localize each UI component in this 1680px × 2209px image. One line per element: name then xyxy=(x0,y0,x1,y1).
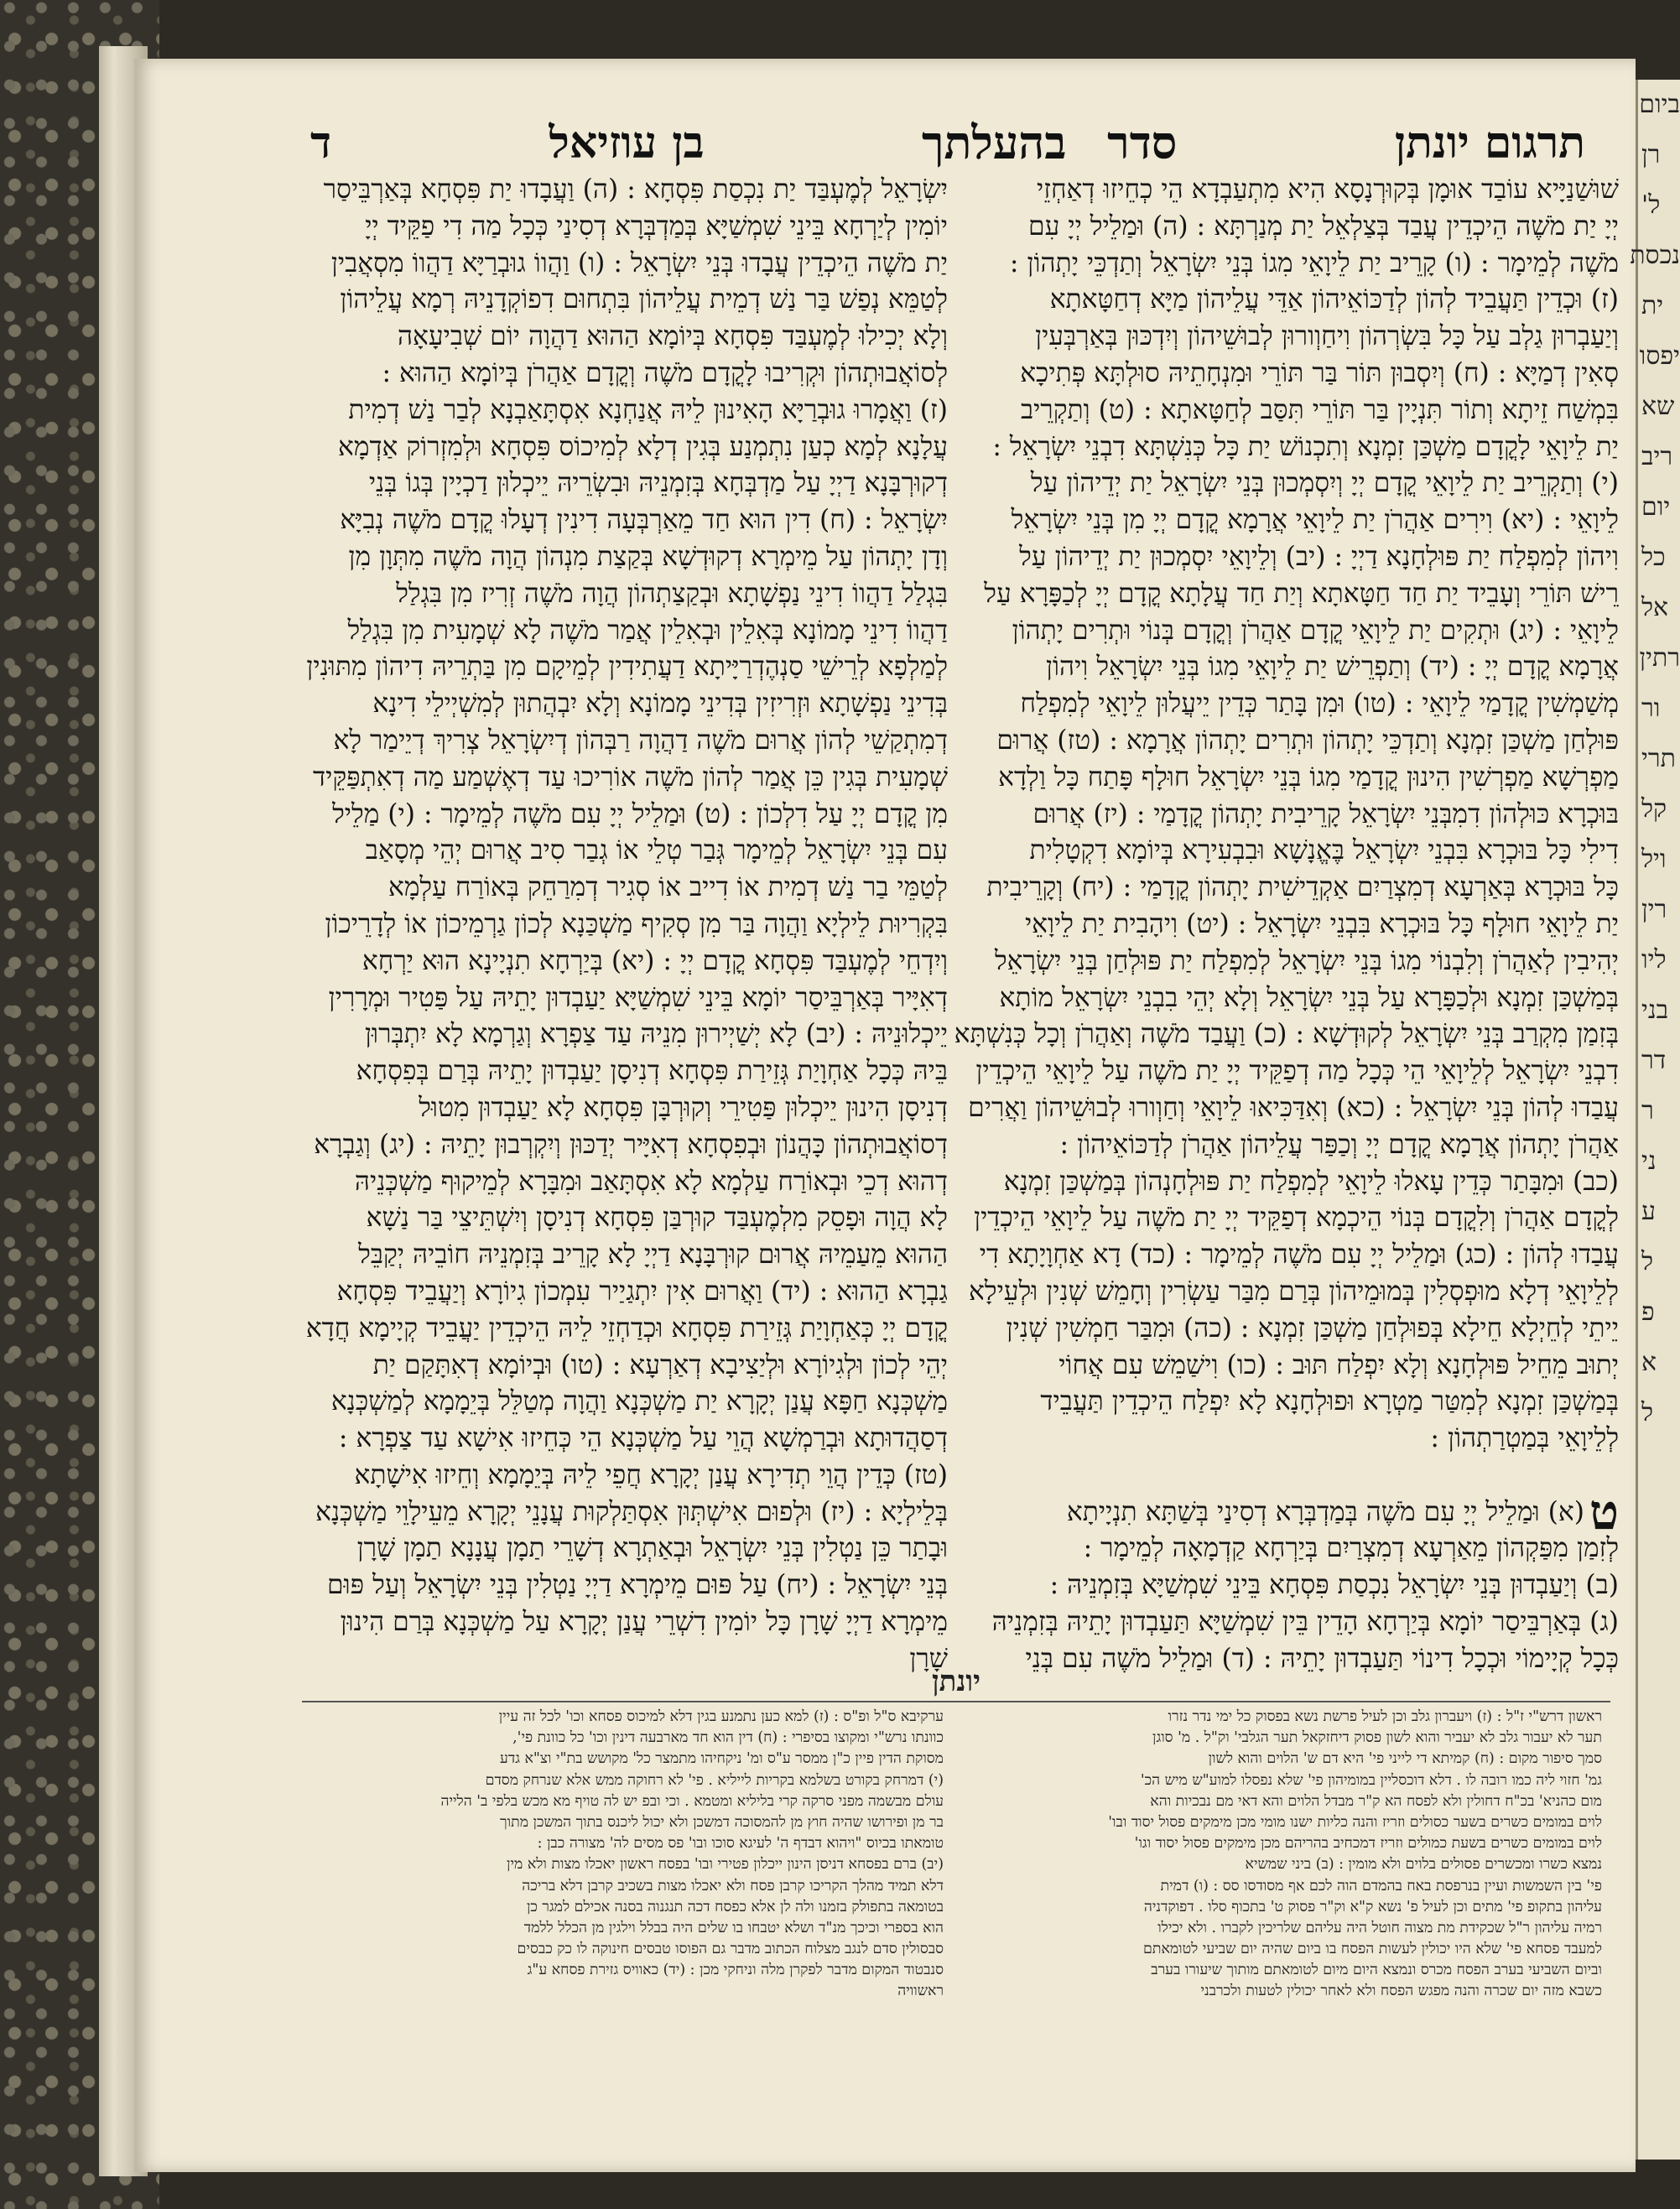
text-line: בְּנֵי יִשְׂרָאֵל : (יח) עַל פּוּם מֵימְרָא דַיְיָ נַטְלִין בְּנֵי יִשְׂרָאֵל וְעַל פּוּם xyxy=(327,1570,948,1601)
commentary-line: טומאתו בכיוס "ויהוא דבדף ה' לעיגא סוכו ובו' פס מסים לה' מצורה כבן : xyxy=(537,1835,944,1853)
page-letter: ד xyxy=(310,117,332,169)
text-line: יַת לֵיוָאֵי לָקֳדָם מַשְׁכַּן זִמְנָא וְתִכְנוֹשׁ יַת כָּל כְּנִשְׁתָּא דִבְנֵי יִשְׂרָאֵל : xyxy=(992,431,1619,462)
text-line: כָּל בּוּכְרָא בְּאַרְעָא דְמִצְרַיִם אַקְדֵישִׁית יָתְהוֹן קֳדָמַי : (יח) וְקָרֵיבִית xyxy=(986,872,1619,903)
text-line: (ז) וּכְדֵין תַּעֲבֵיד לְהוֹן לְדַכּוֹאֵיהוֹן אַדֵּי עֲלֵיהוֹן מַיָּא דְחַטָּאתָא xyxy=(1049,284,1619,315)
verse-text: (א) וּמַלֵיל יְיָ עִם מֹשֶׁה בְּמַדְבְּרָא דְסִינַי בְּשַׁתָּא תִנְיָיתָא xyxy=(1066,1496,1584,1527)
commentary-line: סבסולין סדם לנגב מצלוח הכתוב מדבר גם הפוסו טבסים חינוקה לו כק כבסים xyxy=(517,1941,944,1958)
text-line: סְאִין דְמַיָּא : (ח) וְיִסְבוּן תּוֹר בַּר תּוֹרֵי וּמִנְחָתֵיהּ סוּלְתָּא פְּתִיכָא xyxy=(1020,357,1619,388)
text-line: לְטַמֵּי בַר נַשׁ דְמִית אוֹ דִייב אוֹ סְגִיר דְמִרַחֵק בְּאוֹרַח עַלְמָא xyxy=(387,872,948,903)
commentary-line: בר מן ופירושו שהיה חוץ מן להמסוכה דמשכן ולא יכול ליכנס בתוך המשכן מתוך xyxy=(500,1813,944,1831)
text-line: לְטַמֵּא נְפַשׁ בַּר נַשׁ דְמֵית עֲלֵיהוֹן בִּתְחוּם דִפוֹקְדָנֵיהּ רְמָא עֲלֵיהוֹן xyxy=(340,284,948,315)
text-line: לְמַלְפָא לְרֵישֵׁי סַנְהֶדְרַיָּיתָא דַעֲתִידִין לְמֵיקָם מִן בַּתְרֵיהּ דִיהוֹן מִתּוּנִין xyxy=(306,652,948,683)
text-line: דְנִיסָן הִינוּן יֵיכְלוּן פַּטִירֵי וְקוּרְבָּן פִּסְחָא לָא יַעַבְדוּן מִטוּל xyxy=(419,1092,948,1123)
commentary-line: דלא תמיד מהלך הקריכו קרבן פסח ולא יאכלו מצות בשכיב קרבן דלא בריכה xyxy=(522,1877,944,1895)
commentary-line: ראשוויה xyxy=(897,1983,944,2000)
next-page-fragment: תרי xyxy=(1641,744,1676,773)
chapter-letter: ט xyxy=(1589,1484,1619,1541)
next-page-fragment: ר xyxy=(1641,1096,1654,1125)
text-line: דְהוּא דְכֵי וּבְאוֹרַח עַלְמָא לָא אִסְתָּאַב וּמִבָּרָא לְמֵיקוּף מַשְׁכְּנֵיהּ xyxy=(354,1166,948,1197)
next-page-fragment: ליו xyxy=(1641,945,1667,975)
commentary-line: סנבטוד המקום מדבר לפקרן מלה וניחקי מכן : (יד) כאוויס גזירת פסחא ע"ג xyxy=(527,1962,944,1979)
text-line: בְּלֵילְיָא : (יז) וּלְפוּם אִישְׁתְּוּן אִסְתַּלְקוּת עֲנָנֵי יְקָרָא מֵעֵילָוֵי מַשְׁכְּנָא xyxy=(315,1496,948,1527)
text-line: דְאִיָּיר בְּאַרְבֵּיסַר יוֹמָא בֵּינֵי שִׁמְשַׁיָּא יַעַבְדוּן יָתֵיהּ עַל פַּטִיר וּמְרָרִין xyxy=(328,982,948,1013)
text-line: מַשְׁכְּנָא חַפָּא עֲנַן יְקָרָא יַת מַשְׁכְּנָא וַהֲוָה מְטַלֵּל בְּיֵמָמָא לְמַשְׁכְּנָא xyxy=(330,1386,948,1417)
commentary-line: פי' בין השמשות ועיין בנרפסת באח בהמדם הוה לכם אף מסודסו סס : (ו) דמית xyxy=(1160,1877,1602,1895)
text-line: דְמִתְקַשֵׁי לְהוֹן אֲרוּם מֹשֶׁה דַהֲוָה רַבְּהוֹן דְיִשְׂרָאֵל צְרִיךְ דְיֵימַר לָא xyxy=(333,725,948,756)
commentary-right xyxy=(956,1707,1602,2042)
text-line: דַהֲווֹ דִינֵי מָמוֹנָא בְּאִלֵין וּבְאִלֵין אֲמַר מֹשֶׁה לָא שְׁמָעִית מִן בִּגְלַל xyxy=(347,615,948,646)
text-line: פּוּלְחַן מַשְׁכַּן זִמְנָא וְתַדְכֵּי יָתְהוֹן וּתְרִים יָתְהוֹן אֲרָמָא : (טז) אֲרוּם xyxy=(996,725,1619,756)
running-header xyxy=(310,117,1585,168)
next-page-fragment: אל xyxy=(1641,593,1669,622)
text-line: (ב) וְיַעַבְדוּן בְּנֵי יִשְׂרָאֵל נִכְסַת פִּסְחָא בֵּינֵי שִׁמְשַׁיָּא בְּזִמְנֵיהּ : xyxy=(1049,1570,1619,1601)
header-left-title: בן עוזיאל xyxy=(549,117,705,169)
text-line: (טז) כְּדֵין הֲוֵי תְדִירָא עֲנַן יְקָרָא חֲפֵי לֵיהּ בְּיֵמָמָא וְחֵיזוּ אִישָׁתָא xyxy=(354,1459,948,1490)
commentary-line: סמך סיפור מקום : (ח) קמיתא די לייני פי' היא דם ש' הלוים והוא לשון xyxy=(1208,1750,1602,1768)
text-line: וְיַעַבְרוּן גַלְב עַל כָּל בִּשְׂרְהוֹן וִיחַוְורוּן לְבוּשֵׁיהוֹן וְיִדְכּוּן בְּאַרְבְּעִין xyxy=(1035,321,1619,352)
text-line: יַת מֹשֶׁה הֵיכְדֵין עֲבָדוּ בְּנֵי יִשְׂרָאֵל : (ו) וַהֲווֹ גוּבְרַיָּא דַהֲווֹ מִסְאֲבִין xyxy=(330,247,948,278)
commentary-line: הוא בספרי וכיכך מנ"ד ושלא יטבחו בו שלים היה בבלל וילגין מן הכלל ללמד xyxy=(523,1919,944,1936)
text-line: וְיִדְחֵי לְמֶעְבַּד פִּסְחָא קֳדָם יְיָ : (יא) בְּיַרְחָא תִנְיָינָא הוּא יַרְחָא xyxy=(361,945,948,976)
next-page-fragment: ור xyxy=(1641,694,1661,723)
next-page-fragment: בני xyxy=(1641,995,1669,1025)
text-line: דִילִי כָּל בּוּכְרָא בִּבְנֵי יִשְׂרָאֵל בֶּאֱנָשָׁא וּבִבְעִירָא בְּיוֹמָא דִקְטָלִית xyxy=(1029,835,1619,866)
commentary-line: כשבא מזה יום שכרה והנה מפגש הפסח ולא לאחר יכולין לטעות ולכרבני xyxy=(1200,1983,1602,2000)
footnote-rule xyxy=(302,1701,1610,1702)
text-line: אַהֲרֹן יָתְהוֹן אֲרָמָא קֳדָם יְיָ וְכַפַּר עֲלֵיהוֹן אַהֲרֹן לְדַכּוֹאֵיהוֹן : xyxy=(1059,1129,1619,1160)
text-line: שׁוּשַׁנַיָּיא עוֹבַד אוּמָן בְּקוּרְנָסָא הִיא מִתְעַבְדָא הֵי כְחֵיזוּ דְאַחְזֵי xyxy=(1036,174,1619,205)
text-line: לְזִמַן מִפַּקְהוֹן מֵאַרְעָא דְמִצְרַיִם בְּיַרְחָא קַדְמָאָה לְמֵימָר : xyxy=(1083,1533,1619,1564)
text-line: יְהִיבִין לְאַהֲרֹן וְלִבְנוֹי מִגוֹ בְּנֵי יִשְׂרָאֵל לְמִפְלַח יַת פּוּלְחַן בְּנֵי יִשְׂרָאֵל xyxy=(994,945,1619,976)
next-page-fragment: ל xyxy=(1641,1398,1654,1427)
text-line: שְׁמָעִית בְּגִין כֵּן אֲמַר לְהוֹן מֹשֶׁה אוֹרִיכוּ עַד דְאֶשְׁמַע מַה דְאִתְפַּקֵּיד xyxy=(313,761,948,793)
text-line: שָׁרָן xyxy=(909,1643,948,1674)
commentary-line: רמיה עליהון ר"ל שכקידת מת מצוה חוטל היה עליהם שלריכין לקברו . ולא יכילו xyxy=(1157,1919,1602,1936)
text-line: עִם בְּנֵי יִשְׂרָאֵל לְמֵימָר גְּבַר טְלֵי אוֹ גְבַר סִיב אֲרוּם יְהֵי מְסָאַב xyxy=(365,835,948,866)
text-line: לְלֵיוָאֵי בְּמַטְרַתְהוֹן : xyxy=(1430,1423,1619,1454)
next-page-fragment: ויל xyxy=(1641,845,1667,874)
text-line: בְּזִמַן מִקְרַב בְּנֵי יִשְׂרָאֵל לְקוּדְשָׁא : (כ) וַעֲבַד מֹשֶׁה וְאַהֲרֹן וְכָל כְּנִשְׁתָּא xyxy=(954,1019,1619,1050)
text-line: יִשְׂרָאֵל : (ח) דִין הוּא חַד מֵאַרְבְּעָה דִינִין דְעָלוּ קֳדָם מֹשֶׁה נְבִיָּא xyxy=(340,505,948,536)
next-page-edge xyxy=(1630,80,1680,2160)
text-line: לֵיוָאֵי : (יא) וִירִים אַהֲרֹן יַת לֵיוָאֵי אֲרָמָא קֳדָם יְיָ מִן בְּנֵי יִשְׂרָאֵל xyxy=(1011,505,1619,536)
commentary-line: ראשון דרש"י ז"ל : (ז) ויעברון גלב וכן לעיל פרשת נשא בפסוק כל ימי נדר נזרו xyxy=(1168,1708,1602,1725)
commentary-line: בטומאה בתפולק בזמנו ולה לן אלא כפסח דכה תנגנוה בסנה אכילם למגר כן xyxy=(526,1898,944,1915)
text-line xyxy=(960,1484,1619,1541)
text-line: אֲרָמָא קֳדָם יְיָ : (יד) וְתַפְרֵישׁ יַת לֵיוָאֵי מִגוֹ בְּנֵי יִשְׂרָאֵל וִיהוֹן xyxy=(1045,652,1619,683)
text-line: יֵיכְלוּנֵיהּ : (יב) לָא יְשַׁיְירוּן מִנֵיהּ עַד צַפְרָא וְגַרְמָא לָא יִתְבְּרוּן xyxy=(365,1019,948,1050)
text-line: דְקוּרְבָּנָא דַיְיָ עַל מַדְבְּחָא בְּזִמְנֵיהּ וּבִשְׂרֵיהּ יֵיכְלוּן דַכְיָין בְּגוֹ בְּנֵי xyxy=(368,468,948,499)
text-line xyxy=(960,1458,1619,1494)
text-line: הַהוּא מֵעַמֵיהּ אֲרוּם קוּרְבָּנָא דַיְיָ לָא קָרֵיב בְּזִמְנֵיהּ חוֹבֵיהּ יְקַבֵּל xyxy=(358,1240,948,1271)
next-page-fragment: ל' xyxy=(1641,190,1661,220)
text-line: לְקֳדָם אַהֲרֹן וְלִקֳדָם בְּנוֹי הֵיכְמָא דְפַקֵּיד יְיָ יַת מֹשֶׁה עַל לֵיוָאֵי הֵיכְדֵין xyxy=(974,1203,1619,1234)
right-text-column xyxy=(954,172,1619,1681)
text-line: (י) וְתַקְרֵיב יַת לֵיוָאֵי קֳדָם יְיָ וְיִסְמְכוּן בְּנֵי יִשְׂרָאֵל יַת יְדֵיהוֹן עַל xyxy=(1030,468,1619,499)
next-page-fragment: א xyxy=(1641,1348,1657,1377)
text-line: בְּמַשְׁכַּן זִמְנָא לְמִטַּר מַטְרָא וּפוּלְחָנָא לָא יִפְלַח הֵיכְדֵין תַּעֲבֵיד xyxy=(1040,1386,1619,1417)
text-line: (ג) בְּאַרְבֵּיסַר יוֹמָא בְּיַרְחָא הָדֵין בֵּין שִׁמְשַׁיָּא תַּעַבְדוּן יָתֵיהּ בְּזִמְנֵיהּ xyxy=(991,1607,1619,1638)
left-text-column xyxy=(289,172,948,1740)
next-page-fragment: קל xyxy=(1641,794,1667,824)
header-section-title: סדר בהעלתך xyxy=(922,116,1178,169)
text-line: בְּדִינֵי נַפְשָׁתָא וּזְרִיזִין בְּדִינֵי מָמוֹנָא וְלָא יִבְהֲתוּן לְמִשְׁיְילֵי דִינָא xyxy=(372,689,948,720)
text-line: מִן קֳדָם יְיָ עַל דִלְכוֹן : (ט) וּמַלֵיל יְיָ עִם מֹשֶׁה לְמֵימָר : (י) מַלֵיל xyxy=(332,798,948,829)
next-page-fragment: ביום xyxy=(1639,90,1680,119)
commentary-line: מסוקת הדין פיין כ"ן ממסר ע"ס ומ' ניקחיהו מתמצר כל' מקושש בת"י וצ"א גדע xyxy=(499,1750,944,1768)
text-line: (ז) וַאֲמָרוּ גוּבְרַיָּא הָאִינוּן לֵיהּ אֲנַחְנָא אִסְתָּאַבְנָא לְבַר נַשׁ דְמִית xyxy=(348,394,948,425)
commentary-line: נמצא כשרו ומכשרים פסולים בלוים ולא מומין : (ב) ביני שמשיא xyxy=(1245,1856,1602,1874)
commentary-line: וביום השביעי בערב הפסח מכרס ונמצא היום מיום לטומאתם מותוך שיעורו בערב xyxy=(1151,1962,1602,1979)
text-line: וִיהוֹן לְמִפְלַח יַת פּוּלְחָנָא דַיְיָ : (יב) וְלֵיוָאֵי יִסְמְכוּן יַת יְדֵיהוֹן עַל xyxy=(1019,541,1619,572)
next-page-fragment: נכסת xyxy=(1630,241,1680,270)
next-page-fragment: כל xyxy=(1641,543,1666,572)
commentary-line: ערקיבא ס"ל ופ"ס : (ז) למא כען נתמנע בגין דלא למיכוס פסחא וכו' לכל זה עיין xyxy=(498,1708,944,1725)
text-line: דְסוֹאֲבוּתְהוֹן כָּהֲנוֹן וּבְפִסְחָא דְאִיָּיר יְדַכּוּן וְיִקְרְבוּן יָתֵיהּ : (יג) וְגַבְרָא xyxy=(314,1129,948,1160)
text-line: כְּכָל קְיָימוֹי וּכְכָל דִינוֹי תַּעַבְדוּן יָתֵיהּ : (ד) וּמַלֵיל מֹשֶׁה עִם בְּנֵי xyxy=(1025,1643,1619,1674)
text-line: דְסַהֲדוּתָא וּבְרַמְשָׁא הֲוֵי עַל מַשְׁכְּנָא הֵי כְּחֵיזוּ אִישָׁא עַד צַפְרָא : xyxy=(338,1423,948,1454)
text-line: בִּגְלַל דַהֲווֹ דִינֵי נַפְשָׁתָא וּבְקַצַתְהוֹן הֲוָה מֹשֶׁה זְרִיז מִן בִּגְלַל xyxy=(396,578,948,609)
commentary-line: עליהון בתקופ פי' מתים וכן לעיל פ' נשא ק"א וק"ר פסוק ט' בתכוף סלו . דפוקדניה xyxy=(1143,1898,1602,1915)
text-line: מֵימְרָא דַיְיָ שָׁרָן כָּל יוֹמִין דִשְׁרֵי עֲנַן יְקָרָא עַל מַשְׁכְּנָא בְּרַם הִינוּן xyxy=(340,1607,948,1638)
author-line: יונתן xyxy=(931,1665,981,1698)
text-line: לָא הֲוָה וּפָסֵק מִלְמֶעְבַּד קוּרְבַּן פִּסְחָא דְנִיסָן וְיִשְׁתֵּיצֵי בַּר נַשָׁא xyxy=(366,1203,948,1234)
text-line: קֳדָם יְיָ כְּאַחְוָיַת גְּזֵירַת פִּסְחָא וּכְדַחְזֵי לֵיהּ הֵיכְדֵין יַעֲבֵיד קְיָימָא חֲדָא xyxy=(305,1312,948,1344)
text-line: בְּמַשְׁכַּן זִמְנָא וּלְכַפָּרָא עַל בְּנֵי יִשְׂרָאֵל וְלָא יְהֵי בִבְנֵי יִשְׂרָאֵל מוֹתָא xyxy=(999,982,1619,1013)
commentary-line: לוים במומים כשרים בשעת כמולים וזריז דמכחיב בהריהם מכן מימקים פסול יסוד וגו' xyxy=(1134,1835,1602,1853)
text-line: בִּקְרִיוּת לֵילְיָא וַהֲוָה בַּר מִן סְקִיף מַשְׁכַּנָא לְכוֹן גַרְמֵיכוֹן אוֹ לְדָרֵיכוֹן xyxy=(325,908,948,939)
text-line: לְלֵיוָאֵי דְלָא מוּפְסְלִין בְּמוּמֵיהוֹן בְּרַם מִבַּר עַשְׂרִין וְחָמֵשׁ שְׁנִין וּלְעֵילָא xyxy=(969,1276,1619,1307)
text-line: מֹשֶׁה לְמֵימָר : (ו) קָרֵיב יַת לֵיוָאֵי מִגוֹ בְּנֵי יִשְׂרָאֵל וְתַדְכֵּי יָתְהוֹן : xyxy=(1009,247,1619,278)
text-line: יְיָ יַת מֹשֶׁה הֵיכְדֵין עֲבַד בְּצַלְאֵל יַת מְנַרְתָּא : (ה) וּמַלֵיל יְיָ עִם xyxy=(1028,211,1619,242)
commentary-line: מום כהניא' בכ"ח דחולין ולא לפסח הא ק"ר מבדל הלוים והא דאי מם נבכיות והא xyxy=(1150,1792,1602,1810)
commentary-line: (י) דמרחק בקורט בשלמא בקריות לייליא . פי' לא רחוקה ממש אלא שנרחק מסדם xyxy=(485,1771,944,1789)
text-line: גַבְרָא הַהוּא : (יד) וַאֲרוּם אִין יִתְגַיַיר עִמְכוֹן גִיוֹרָא וְיַעֲבֵיד פִּסְחָא xyxy=(336,1276,948,1307)
next-page-fragment: ל xyxy=(1641,1247,1654,1276)
text-line: וּבָתַר כֵּן נַטְלִין בְּנֵי יִשְׂרָאֵל וּבְאַתְרָא דְשָׁרֵי תַמָן עֲנָנָא תַמָן שָׁרָן xyxy=(356,1533,948,1564)
commentary-line: גמ' חזוי ליה כמו רובה לו . דלא דוכסליין במומיהון פי' שלא נפסלו למוע"ש מיש הכ' xyxy=(1140,1771,1602,1789)
text-line: (כב) וּמִבָּתַר כְּדֵין עָאלוּ לֵיוָאֵי לְמִפְלַח יַת פּוּלְחָנְהוֹן בְּמַשְׁכַּן זִמְנָא xyxy=(1003,1166,1619,1197)
text-line: עֲבַדוּ לְהוֹן בְּנֵי יִשְׂרָאֵל : (כא) וְאִדַּכִּיאוּ לֵיוָאֵי וְחַוְורוּ לְבוּשֵׁיהוֹן וַאֲרִים xyxy=(968,1092,1619,1123)
text-line: יְתוּב מֵחֵיל פּוּלְחָנָא וְלָא יִפְלַח תּוּב : (כו) וִישַׁמֵשׁ עִם אֲחוֹי xyxy=(1058,1349,1619,1380)
commentary-line: למעבד פסחא פי' שלא היו יכולין לעשות הפסח בו ביום שהיה יום שביעי לטומאתם xyxy=(1142,1941,1602,1958)
next-page-fragment: שא xyxy=(1641,392,1675,421)
next-page-fragment: רין xyxy=(1641,895,1667,924)
text-line: בּוּכְרָא כּוּלְהוֹן דִמִבְּנֵי יִשְׂרָאֵל קָרֵיבִית יָתְהוֹן קֳדָמַי : (יז) אֲרוּם xyxy=(1032,798,1619,829)
commentary-line: כוונתו נרש"י ומקוצו בסיפרי : (ח) דין הוא חד מארבעה דינין וכו' כל כוונת פי', xyxy=(512,1729,944,1747)
commentary-line: תער לא יעבור גלב לא יעביר והוא לשון פסוק דיחזקאל תער הגלבי' וק"ל . מ' סוגן xyxy=(1152,1729,1602,1747)
text-line: וְדָן יָתְהוֹן עַל מֵימְרָא דְקוּדְשָׁא בְּקַצַת מִנְהוֹן הֲוָה מֹשֶׁה מִתְּוָן מִן xyxy=(348,541,948,572)
text-line: רֵישׁ תּוֹרֵי וְעָבֵיד יַת חַד חַטָּאתָא וְיַת חַד עֲלָתָא קֳדָם יְיָ לְכַפָּרָא עַל xyxy=(984,578,1619,609)
text-line: דִבְנֵי יִשְׂרָאֵל לְלֵיוָאֵי הֵי כְּכָל מַה דְפַקֵּיד יְיָ יַת מֹשֶׁה עַל לֵיוָאֵי הֵיכְדֵין xyxy=(975,1056,1619,1087)
next-page-fragment: יום xyxy=(1641,492,1671,522)
text-line: עֲבַדוּ לְהוֹן : (כג) וּמַלֵיל יְיָ עִם מֹשֶׁה לְמֵימָר : (כד) דָא אַחְוָיָתָא דִי xyxy=(979,1240,1619,1271)
next-page-fragment: ריב xyxy=(1641,442,1673,471)
next-page-fragment: רתין xyxy=(1639,643,1680,673)
text-line: בֵּיהּ כְּכָל אַחְוָיַת גְּזֵירַת פִּסְחָא דְנִיסָן יַעַבְדוּן יָתֵיהּ בְּרַם בְּפִסְחָא xyxy=(356,1056,948,1087)
next-page-fragment: ית xyxy=(1641,291,1664,320)
next-page-fragment: רן xyxy=(1641,140,1661,169)
text-line: יְהֵי לְכוֹן וּלְגִיוֹרָא וּלְיַצִיבָא דְאַרְעָא : (טו) וּבְיוֹמָא דְאִתָּקַם יַת xyxy=(372,1349,948,1380)
text-line: יִשְׂרָאֵל לְמֶעְבַּד יַת נִכְסַת פִּסְחָא : (ה) וַעֲבָדוּ יַת פִּסְחָא בְּאַרְבֵּיסַר xyxy=(323,174,948,205)
next-page-fragment: פ xyxy=(1641,1297,1655,1327)
text-line: לְסוֹאֲבוּתְהוֹן וּקְרִיבוּ לָקֳדָם מֹשֶׁה וְקֳדָם אַהֲרֹן בְּיוֹמָא הַהוּא : xyxy=(382,357,948,388)
text-line: וְלָא יְכִילוּ לְמֶעְבַּד פִּסְחָא בְּיוֹמָא הַהוּא דַהֲוָה יוֹם שְׁבִיעָאָה xyxy=(397,321,948,352)
text-line: יַת לֵיוָאֵי חוּלָף כָּל בּוּכְרָא בִּבְנֵי יִשְׂרָאֵל : (יט) וִיהָבִית יַת לֵיוָאֵי xyxy=(1024,908,1619,939)
text-line: יוֹמִין לְיַרְחָא בֵּינֵי שִׁמְשַׁיָּא בְּמַדְבְּרָא דְסִינַי כְּכָל מַה דִי פַקֵּיד יְיָ xyxy=(365,211,948,242)
text-line: יֵיתֵי לְחֵיְלָא חֵילָא בְּפוּלְחַן מַשְׁכַּן זִמְנָא : (כה) וּמִבַּר חַמְשִׁין שְׁנִין xyxy=(1006,1312,1619,1344)
commentary-line: לוים במומים כשרים בשער כסולים וזריז והנה כליות ישנו מומי מכן מימקים פסול יסוד ובו' xyxy=(1108,1813,1602,1831)
text-line: לֵיוָאֵי : (יג) וּתְקִים יַת לֵיוָאֵי קֳדָם אַהֲרֹן וְקֳדָם בְּנוֹי וּתְרִים יָתְהוֹן xyxy=(1012,615,1619,646)
text-line: בִּמְשַׁח זֵיתָא וְתוֹר תִּנְיָין בַּר תּוֹרֵי תִּסַּב לְחַטָּאתָא : (ט) וְתַקְרֵיב xyxy=(1020,394,1619,425)
text-line: מַפְרְשָׁא מַפְרְשִׁין הִינוּן קֳדָמַי מִגוֹ בְּנֵי יִשְׂרָאֵל חוּלָף פָּתַח כָּל וַלְדָא xyxy=(998,761,1619,793)
commentary-left xyxy=(298,1707,944,2042)
text-line: מְשַׁמְשִׁין קֳדָמַי לֵיוָאֵי : (טו) וּמִן בָּתַר כְּדֵין יֵיעֲלוּן לֵיוָאֵי לְמִפְלַח xyxy=(1020,689,1619,720)
next-page-fragment: יפסו xyxy=(1639,341,1680,371)
next-page-fragment: ני xyxy=(1641,1146,1657,1176)
next-page-fragment: דר xyxy=(1641,1046,1667,1075)
next-page-fragment: ע xyxy=(1641,1197,1656,1226)
header-right-title: תרגום יונתן xyxy=(1394,117,1585,169)
commentary-line: עולם מבשמה מפני סרקה קרי בליליא ומטמא . וכי ובפ יש לה טויף מא מכש בלפי ב' הלייה xyxy=(440,1792,944,1810)
text-line: עֲלָנָא לְמָא כְעַן נִתְמְנַע בְּגִין דְלָא לְמִיכוֹס פִּסְחָא וּלְמִזְרוֹק אַדְמָא xyxy=(338,431,948,462)
commentary-line: (יב) ברם בפסחא דניסן הינון ייכלון פטירי ובו' בפסח ראשון יאכלו מצות ולא מין xyxy=(507,1856,944,1874)
